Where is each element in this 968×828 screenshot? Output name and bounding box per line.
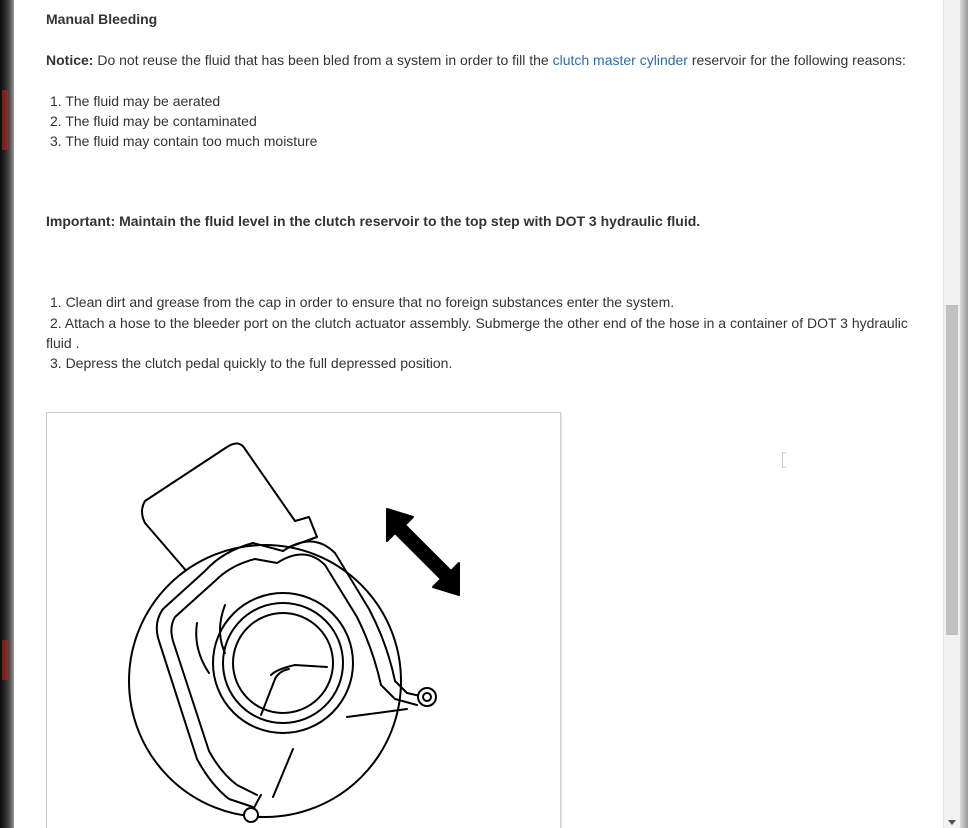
- notice-text-before: Do not reuse the fluid that has been bled from a system in order to fill the: [93, 52, 553, 68]
- window-right-edge: [960, 0, 968, 828]
- step-item: 1. Clean dirt and grease from the cap in order to ensure that no foreign substances enter the system.: [50, 294, 675, 310]
- notice-label: Notice:: [46, 52, 94, 68]
- section-heading: Manual Bleeding: [46, 11, 158, 27]
- clutch-actuator-figure: [46, 412, 561, 828]
- scrollbar-thumb[interactable]: [946, 305, 958, 635]
- vertical-scrollbar[interactable]: [943, 0, 961, 828]
- text-cursor-icon: [782, 452, 786, 468]
- important-note: Important: Maintain the fluid level in the clutch reservoir to the top step with DOT 3 hydraulic fluid.: [46, 213, 701, 229]
- step-item: 2. Attach a hose to the bleeder port on the clutch actuator assembly. Submerge the other end of the hose in a container of DOT 3 hydraulic fluid .: [46, 315, 908, 351]
- reason-item: 1. The fluid may be aerated: [50, 93, 221, 109]
- reason-item: 2. The fluid may be contaminated: [50, 113, 257, 129]
- document-page: [14, 0, 943, 828]
- window-left-edge: [0, 0, 14, 828]
- clutch-actuator-illustration-icon: [47, 413, 560, 828]
- reason-item: 3. The fluid may contain too much moisture: [50, 133, 318, 149]
- notice-text-after: reservoir for the following reasons:: [687, 52, 906, 68]
- notice-paragraph: [46, 52, 936, 68]
- scroll-down-arrow-icon[interactable]: [948, 820, 956, 825]
- clutch-master-cylinder-link[interactable]: clutch master cylinder: [552, 52, 688, 68]
- step-item: 3. Depress the clutch pedal quickly to the full depressed position.: [50, 355, 453, 371]
